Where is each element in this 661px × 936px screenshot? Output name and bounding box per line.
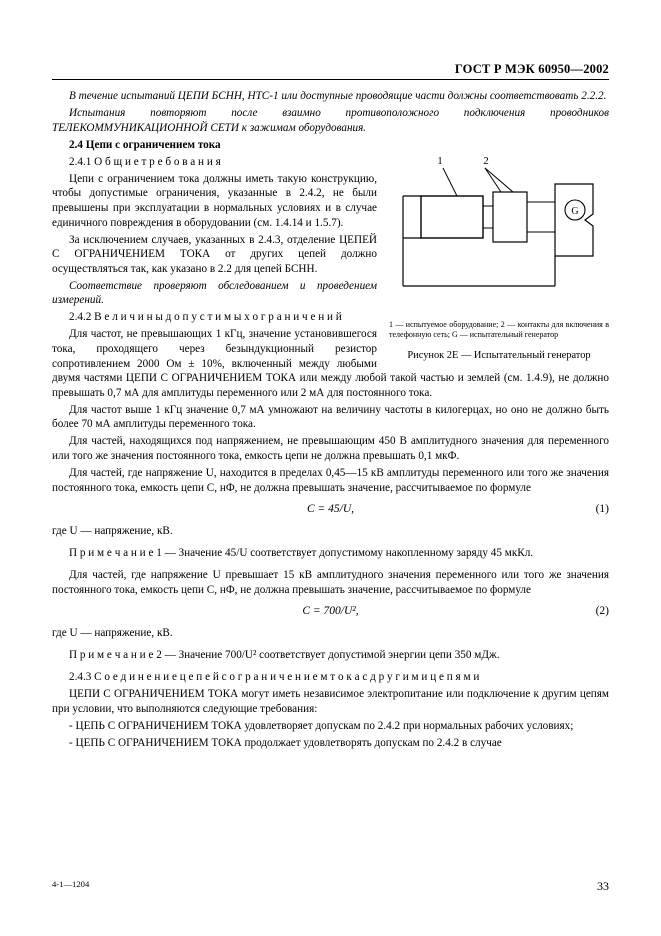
paragraph-8: Для частей, находящихся под напряжением, не превышающим 450 В амплитудного значения для переменного или того же значения постоянного тока, емкость цепи не должна превышать 0,1 мкФ. [52, 435, 609, 462]
page-footer [52, 879, 609, 894]
paragraph-6: Для частот, не превышающих 1 кГц, значение установившегося тока, проходящего через безындукционный резистор сопротивлением 2000 Ом ± 10%, включенный между любыми двумя частями ЦЕПИ С ОГРАНИЧЕНИЕМ ТОКА или между любой такой частью и землей (см. 1.4.9), не должно превышать 0,7 мА для амплитуды переменного или 2 мА для постоянного тока. [52, 328, 609, 399]
where-1: где U — напряжение, кВ. [52, 525, 173, 538]
heading-2-4: 2.4 Цепи с ограничением тока [69, 138, 221, 151]
figure-2e [389, 140, 609, 363]
page-number: 33 [597, 879, 609, 893]
formula-2-number: (2) [595, 605, 609, 618]
note-2: П р и м е ч а н и е 2 — Значение 700/U² соответствует допустимой энергии цепи 350 мДж. [69, 649, 500, 662]
heading-2-4-3: 2.4.3 С о е д и н е н и е ц е п е й с о г р а н и ч е н и е м т о к а с д р у г и м и ц е п я м и [69, 671, 480, 684]
figure-legend: 1 — испытуемое оборудование; 2 — контакты для включения в телефонную сеть; G — испытательный генератор [389, 319, 609, 339]
svg-text:1: 1 [437, 154, 443, 167]
figure-caption: Рисунок 2Е — Испытательный генератор [407, 349, 591, 361]
paragraph-4: За исключением случаев, указанных в 2.4.3, отделение ЦЕПЕЙ С ОГРАНИЧЕНИЕМ ТОКА от других цепей должно осуществляться так, как указано в 2.2 для цепей БСНН. [52, 233, 377, 275]
paragraph-1: В течение испытаний ЦЕПИ БСНН, НТС-1 или доступные проводящие части должны соответствовать 2.2.2. [69, 90, 607, 102]
heading-2-4-1: 2.4.1 О б щ и е т р е б о в а н и я [69, 155, 221, 168]
formula-2-row [52, 604, 609, 619]
where-2: где U — напряжение, кВ. [52, 627, 173, 640]
header-rule [52, 79, 609, 80]
test-generator-diagram [389, 140, 607, 316]
standard-number: ГОСТ Р МЭК 60950—2002 [454, 62, 609, 76]
paragraph-3: Цепи с ограничением тока должны иметь такую конструкцию, чтобы допустимые ограничения, указанные в 2.4.2, не были превышены при эксплуатации в нормальных условиях и в случае единичного повреждения в оборудовании (см. 1.4.14 и 1.5.7). [52, 172, 377, 229]
formula-2: C = 700/U², [302, 605, 359, 618]
paragraph-5: Соответствие проверяют обследованием и проведением измерений. [52, 279, 377, 307]
paragraph-10: Для частей, где напряжение U превышает 15 кВ амплитудного значения переменного или того же значения постоянного тока, емкость цепи C, нФ, не должна превышать значение, рассчитываемое по формуле [52, 569, 609, 596]
paragraph-11: ЦЕПИ С ОГРАНИЧЕНИЕМ ТОКА могут иметь независимое электропитание или подключение к другим цепям при условии, что выполняются следующие требования: [52, 688, 609, 715]
figure-drawing [389, 140, 607, 316]
paragraph-12: - ЦЕПЬ С ОГРАНИЧЕНИЕМ ТОКА удовлетворяет допускам по 2.4.2 при нормальных рабочих условиях; [69, 720, 574, 733]
formula-1-row [52, 502, 609, 517]
formula-1: C = 45/U, [306, 503, 355, 516]
svg-text:G: G [571, 205, 579, 217]
heading-2-4-2: 2.4.2 В е л и ч и н ы д о п у с т и м ы х о г р а н и ч е н и й [69, 311, 342, 324]
page-header [52, 0, 609, 77]
footer-code: 4-1—1204 [52, 879, 90, 889]
note-1: П р и м е ч а н и е 1 — Значение 45/U соответствует допустимому накопленному заряду 45 мкКл. [69, 547, 534, 560]
svg-text:2: 2 [483, 154, 489, 167]
formula-1-number: (1) [595, 503, 609, 516]
page-content [52, 89, 609, 751]
paragraph-9: Для частей, где напряжение U, находится в пределах 0,45—15 кВ амплитуды переменного или того же значения постоянного тока, емкость цепи C, нФ, не должна превышать значение, рассчитываемое по формуле [52, 467, 609, 494]
paragraph-7: Для частот выше 1 кГц значение 0,7 мА умножают на величину частоты в килогерцах, но оно не должно быть более 70 мА амплитуды переменного тока. [52, 403, 609, 431]
paragraph-2: Испытания повторяют после взаимно противоположного подключения проводников ТЕЛЕКОММУНИКАЦИОННОЙ СЕТИ к зажимам оборудования. [52, 107, 609, 134]
paragraph-13: - ЦЕПЬ С ОГРАНИЧЕНИЕМ ТОКА продолжает удовлетворять допускам по 2.4.2 в случае [69, 737, 502, 750]
